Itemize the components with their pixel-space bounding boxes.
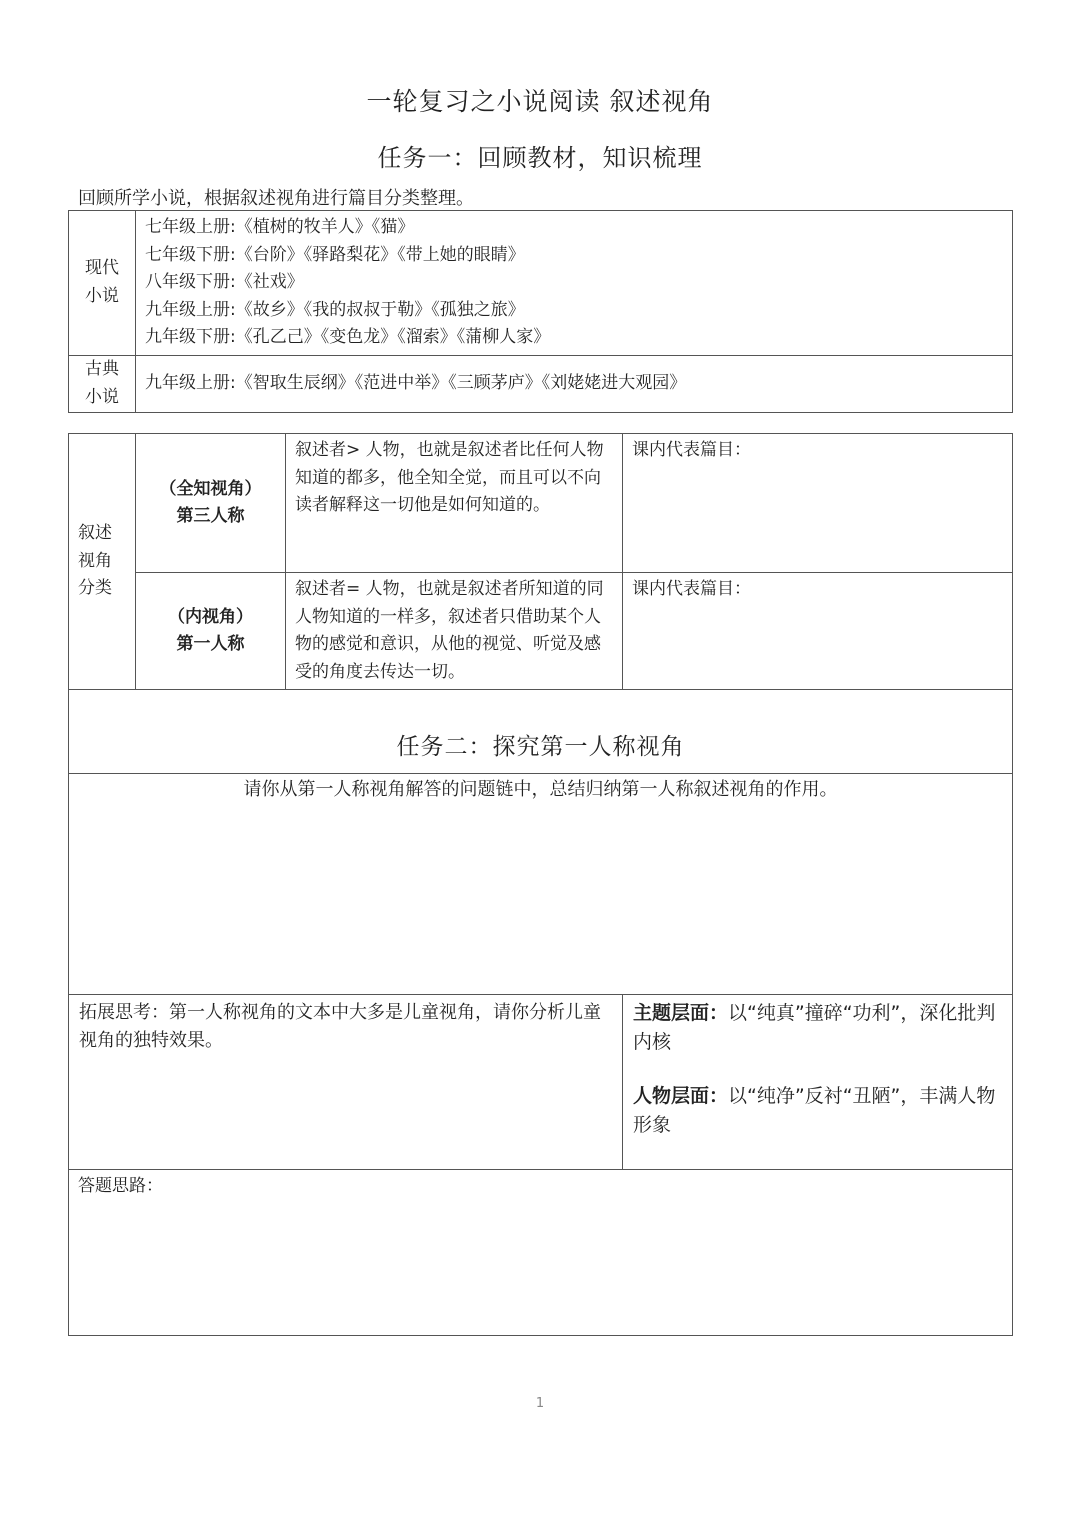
- perspective-label: 叙述 视角 分类: [69, 434, 136, 690]
- list-item: 八年级下册:《社戏》: [145, 272, 304, 292]
- novel-table: [68, 210, 1013, 413]
- theme-text: 以“纯真”撞碎“功利”，深化批判内核: [633, 1002, 996, 1053]
- task1-intro: 回顾所学小说，根据叙述视角进行篇目分类整理。: [78, 188, 474, 209]
- character-label: 人物层面：: [633, 1085, 729, 1107]
- extension-question: 拓展思考：第一人称视角的文本中大多是儿童视角，请你分析儿童视角的独特效果。: [69, 995, 623, 1170]
- answer-summary: [623, 995, 1013, 1170]
- page-number: 1: [535, 1396, 545, 1411]
- theme-label: 主题层面：: [633, 1002, 729, 1024]
- list-item: 七年级上册:《植树的牧羊人》《猫》: [145, 217, 415, 237]
- list-item: 九年级下册:《孔乙己》《变色龙》《溜索》《蒲柳人家》: [145, 327, 551, 347]
- page-title: 一轮复习之小说阅读 叙述视角: [366, 87, 714, 116]
- task2-heading: 任务二：探究第一人称视角: [69, 690, 1013, 774]
- internal-description: 叙述者= 人物，也就是叙述者所知道的同人物知道的一样多，叙述者只借助某个人物的感觉和意识，从他的视觉、听觉及感受的角度去传达一切。: [286, 573, 623, 690]
- task1-heading: 任务一：回顾教材，知识梳理: [377, 144, 703, 172]
- list-item: 七年级下册:《台阶》《驿路梨花》《带上她的眼睛》: [145, 244, 525, 265]
- omniscient-label: （全知视角） 第三人称: [136, 434, 286, 573]
- omniscient-description: 叙述者> 人物，也就是叙述者比任何人物知道的都多，他全知全觉，而且可以不向读者解释这一切他是如何知道的。: [286, 434, 623, 573]
- list-item: 九年级上册:《故乡》《我的叔叔于勒》《孤独之旅》: [145, 299, 525, 320]
- internal-examples: 课内代表篇目：: [623, 573, 1013, 690]
- modern-label: 现代 小说: [69, 211, 136, 356]
- internal-label: （内视角） 第一人称: [136, 573, 286, 690]
- classical-label: 古典 小说: [69, 355, 136, 412]
- omniscient-examples: 课内代表篇目：: [623, 434, 1013, 573]
- answer-area: 答题思路：: [69, 1170, 1013, 1336]
- list-item: 九年级上册:《智取生辰纲》《范进中举》《三顾茅庐》《刘姥姥进大观园》: [145, 372, 687, 393]
- perspective-table: [68, 433, 1013, 1336]
- classical-list: [136, 355, 1013, 412]
- modern-list: [136, 211, 1013, 356]
- task2-prompt: 请你从第一人称视角解答的问题链中，总结归纳第一人称叙述视角的作用。: [69, 774, 1013, 995]
- character-text: 以“纯净”反衬“丑陋”，丰满人物形象: [633, 1085, 996, 1136]
